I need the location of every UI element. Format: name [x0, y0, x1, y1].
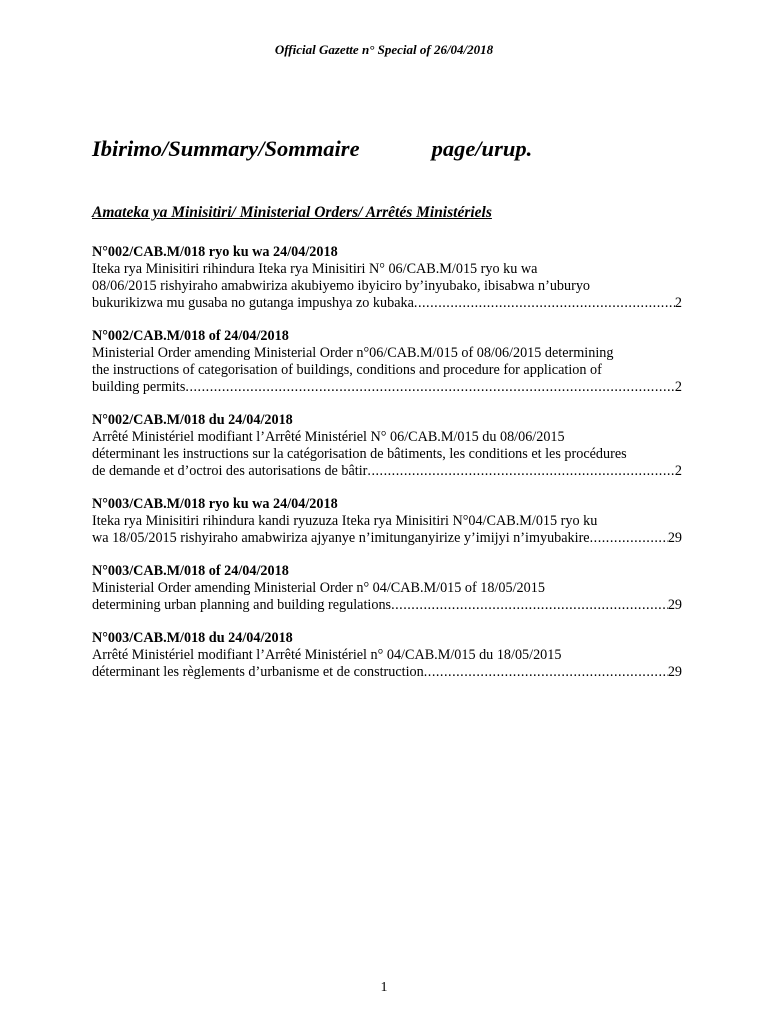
entry-line: Iteka rya Minisitiri rihindura kandi ryuzuza Iteka rya Minisitiri N°04/CAB.M/015 ryo ku — [92, 513, 598, 529]
entry-description — [92, 261, 682, 312]
page-number: 1 — [380, 980, 388, 995]
entry-page-number: 29 — [667, 597, 682, 613]
summary-title: Ibirimo/Summary/Sommaire — [92, 136, 360, 161]
toc-entry — [92, 244, 682, 312]
entry-leader-line — [92, 597, 682, 614]
entry-description — [92, 580, 682, 614]
toc-entry — [92, 563, 682, 614]
entry-page-number: 2 — [674, 463, 682, 479]
entry-line: 08/06/2015 rishyiraho amabwiriza akubiyemo ibyiciro by’inyubako, ibisabwa n’uburyo — [92, 278, 591, 294]
dot-leader — [590, 530, 668, 547]
entry-leader-line — [92, 530, 682, 547]
entry-reference: N°002/CAB.M/018 of 24/04/2018 — [92, 328, 289, 344]
entry-reference: N°002/CAB.M/018 ryo ku wa 24/04/2018 — [92, 244, 338, 260]
entry-page-number: 2 — [674, 295, 682, 311]
entry-line: Arrêté Ministériel modifiant l’Arrêté Ministériel N° 06/CAB.M/015 du 08/06/2015 — [92, 429, 565, 445]
summary-title-row — [92, 136, 532, 162]
entry-description — [92, 513, 682, 547]
dot-leader — [391, 597, 668, 614]
entry-line: de demande et d’octroi des autorisations de bâtir — [92, 463, 368, 479]
dot-leader — [367, 463, 675, 480]
dot-leader — [424, 664, 668, 681]
entry-description — [92, 429, 682, 480]
entry-line: Ministerial Order amending Ministerial Order n° 04/CAB.M/015 of 18/05/2015 — [92, 580, 545, 596]
toc-entry — [92, 496, 682, 547]
toc-entry — [92, 630, 682, 681]
entry-line: wa 18/05/2015 rishyiraho amabwiriza ajyanye n’imitunganyirize y’imijyi n’imyubakire — [92, 530, 590, 546]
entry-line: déterminant les règlements d’urbanisme et de construction — [92, 664, 424, 680]
entry-reference: N°003/CAB.M/018 ryo ku wa 24/04/2018 — [92, 496, 338, 512]
entry-leader-line — [92, 295, 682, 312]
page-column-label: page/urup. — [431, 136, 533, 161]
entry-reference: N°003/CAB.M/018 du 24/04/2018 — [92, 630, 293, 646]
entry-leader-line — [92, 379, 682, 396]
entry-line: building permits — [92, 379, 186, 395]
dot-leader — [414, 295, 675, 312]
entry-page-number: 2 — [674, 379, 682, 395]
entry-line: bukurikizwa mu gusaba no gutanga impushya zo kubaka — [92, 295, 414, 311]
toc-entry — [92, 412, 682, 480]
entry-line: Iteka rya Minisitiri rihindura Iteka rya Minisitiri N° 06/CAB.M/015 ryo ku wa — [92, 261, 538, 277]
entry-description — [92, 647, 682, 681]
entry-reference: N°003/CAB.M/018 of 24/04/2018 — [92, 563, 289, 579]
dot-leader — [185, 379, 675, 396]
entry-reference: N°002/CAB.M/018 du 24/04/2018 — [92, 412, 293, 428]
entry-page-number: 29 — [667, 530, 682, 546]
entry-line: déterminant les instructions sur la catégorisation de bâtiments, les conditions et les procédures — [92, 446, 627, 462]
entry-leader-line — [92, 463, 682, 480]
toc-entry — [92, 328, 682, 396]
toc-entries — [92, 244, 682, 697]
entry-line: Arrêté Ministériel modifiant l’Arrêté Ministériel n° 04/CAB.M/015 du 18/05/2015 — [92, 647, 562, 663]
section-heading: Amateka ya Minisitiri/ Ministerial Orders/ Arrêtés Ministériels — [92, 204, 492, 221]
entry-line: the instructions of categorisation of buildings, conditions and procedure for application of — [92, 362, 602, 378]
entry-line: Ministerial Order amending Ministerial Order n°06/CAB.M/015 of 08/06/2015 determining — [92, 345, 614, 361]
entry-leader-line — [92, 664, 682, 681]
running-header: Official Gazette n° Special of 26/04/2018 — [274, 42, 494, 57]
entry-description — [92, 345, 682, 396]
entry-page-number: 29 — [667, 664, 682, 680]
entry-line: determining urban planning and building regulations — [92, 597, 392, 613]
